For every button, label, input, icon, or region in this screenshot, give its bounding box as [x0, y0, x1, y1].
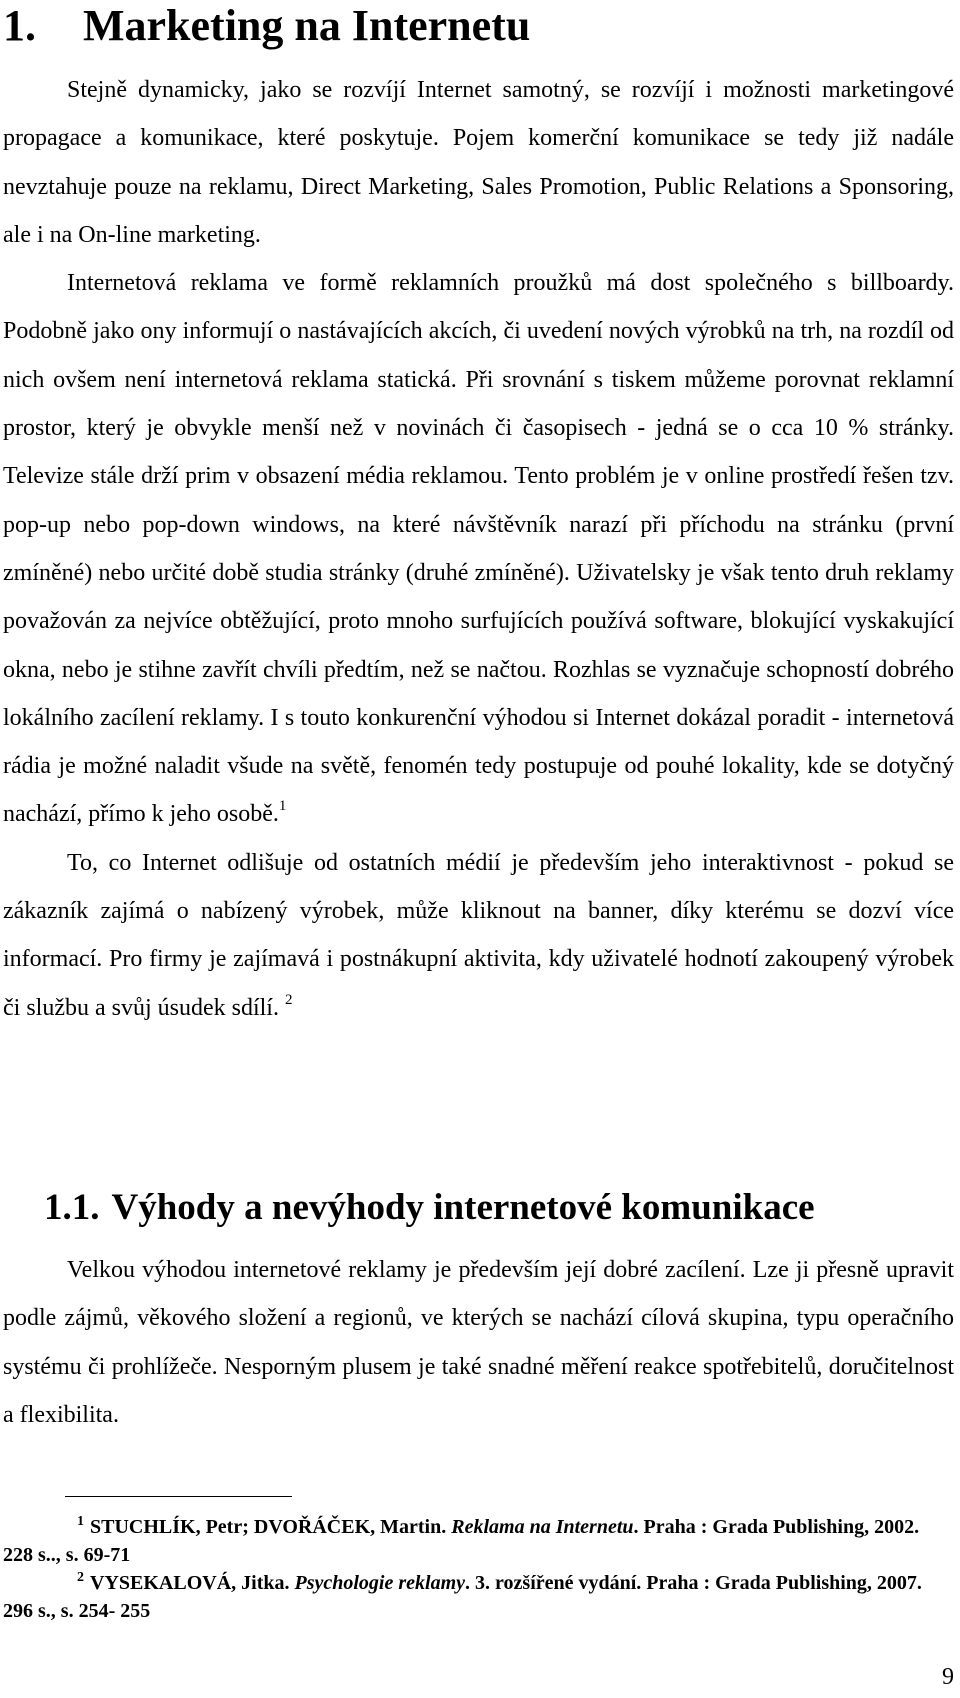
paragraph-text: To, co Internet odlišuje od ostatních médií je především jeho interaktivnost - pokud se zákazník zajímá o nabízený výrobek, může kliknout na banner, díky kterému se dozví více informací. Pro firmy je zajímavá i postnákupní aktivita, kdy uživatelé hodnotí zakoupený výrobek či službu a svůj úsudek sdílí. [3, 849, 954, 1021]
paragraph-text: Velkou výhodou internetové reklamy je především její dobré zacílení. Lze ji přesně upravit podle zájmů, věkového složení a regionů, ve kterých se nachází cílová skupina, typu operačního systému či prohlížeče. Nesporným plusem je také snadné měření reakce spotřebitelů, doručitelnost a flexibilita. [3, 1257, 954, 1428]
footnote-details: . Praha : Grada Publishing, 2002. 228 s.., s. 69-71 [3, 1516, 920, 1566]
footnote-mark: 1 [77, 1514, 84, 1529]
footnote [3, 1569, 954, 1625]
paragraph-text: Stejně dynamicky, jako se rozvíjí Internet samotný, se rozvíjí i možnosti marketingové propagace a komunikace, které poskytuje. Pojem komerční komunikace se tedy již nadále nevztahuje pouze na reklamu, Direct Marketing, Sales Promotion, Public Relations a Sponsoring, ale i na On-line marketing. [3, 77, 954, 248]
footnote-mark: 2 [77, 1570, 84, 1585]
chapter-number: 1. [3, 1, 36, 50]
section-body [3, 1246, 954, 1439]
footnote-title: Psychologie reklamy [294, 1572, 466, 1594]
footnote-details: . 3. rozšířené vydání. Praha : Grada Publishing, 2007. 296 s., s. 254- 255 [3, 1572, 922, 1622]
footnote-ref[interactable]: 1 [278, 798, 287, 815]
paragraph [3, 1246, 954, 1439]
page-number: 9 [942, 1664, 954, 1690]
chapter-heading [3, 0, 530, 52]
footnotes [3, 1513, 954, 1625]
chapter-title: Marketing na Internetu [83, 1, 531, 50]
section-heading [44, 1186, 815, 1230]
paragraph [3, 839, 954, 1032]
chapter-body [3, 66, 954, 1032]
paragraph-text: Internetová reklama ve formě reklamních proužků má dost společného s billboardy. Podobně jako ony informují o nastávajících akcích, či uvedení nových výrobků na trh, na rozdíl od nich ovšem není internetová reklama statická. Při srovnání s tiskem můžeme porovnat reklamní prostor, který je obvykle menší než v novinách či časopisech - jedná se o cca 10 % stránky. Televize stále drží prim v obsazení média reklamou. Tento problém je v online prostředí řešen tzv. pop-up nebo pop-down windows, na které návštěvník narazí při příchodu na stránku (první zmíněné) nebo určité době studia stránky (druhé zmíněné). Uživatelsky je však tento druh reklamy považován za nejvíce obtěžující, proto mnoho surfujících používá software, blokující vyskakující okna, nebo je stihne zavřít chvíli předtím, než se načtou. Rozhlas se vyznačuje schopností dobrého lokálního zacílení reklamy. I s touto konkurenční výhodou si Internet dokázal poradit - internetová rádia je možné naladit všude na světě, fenomén tedy postupuje od pouhé lokality, kde se dotyčný nachází, přímo k jeho osobě. [3, 270, 954, 828]
paragraph [3, 66, 954, 259]
footnote-separator [65, 1496, 292, 1497]
footnote-ref[interactable]: 2 [284, 991, 293, 1008]
footnote-authors: VYSEKALOVÁ, Jitka. [90, 1572, 290, 1594]
paragraph [3, 259, 954, 839]
section-title: Výhody a nevýhody internetové komunikace [111, 1187, 815, 1228]
footnote [3, 1513, 954, 1569]
footnote-title: Reklama na Internetu [451, 1516, 634, 1538]
footnote-authors: STUCHLÍK, Petr; DVOŘÁČEK, Martin. [90, 1516, 447, 1538]
section-number: 1.1. [44, 1187, 100, 1228]
